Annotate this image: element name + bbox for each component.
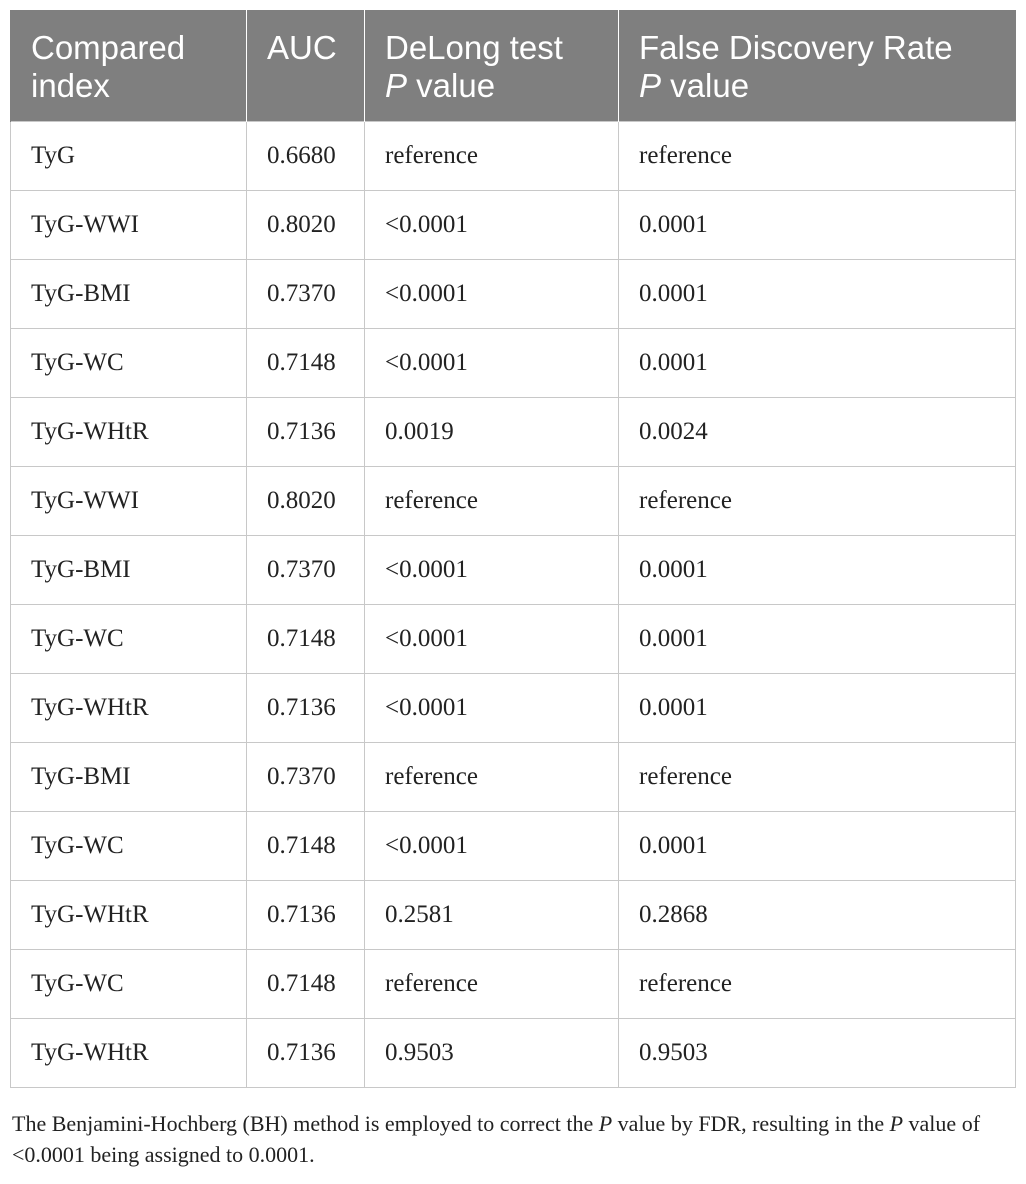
table-row [11, 536, 1016, 605]
header-delong-value-word: value [407, 67, 496, 104]
auc-cell: 0.7148 [247, 812, 365, 881]
auc-cell: 0.8020 [247, 191, 365, 260]
compared-index-cell: TyG-WC [11, 329, 247, 398]
table-row [11, 674, 1016, 743]
auc-cell: 0.7136 [247, 674, 365, 743]
table-row [11, 743, 1016, 812]
header-compared-index-line2: index [31, 67, 110, 104]
header-fdr-p [619, 10, 1016, 122]
fdr-p-cell: 0.0001 [619, 605, 1016, 674]
auc-cell: 0.7370 [247, 536, 365, 605]
table-row [11, 122, 1016, 191]
auc-cell: 0.7370 [247, 260, 365, 329]
header-compared-index-line1: Compared [31, 29, 186, 66]
delong-p-cell: reference [365, 950, 619, 1019]
fdr-p-cell: 0.0001 [619, 674, 1016, 743]
header-compared-index [11, 10, 247, 122]
delong-p-cell: <0.0001 [365, 329, 619, 398]
table-row [11, 881, 1016, 950]
fdr-p-cell: 0.0024 [619, 398, 1016, 467]
delong-p-cell: <0.0001 [365, 674, 619, 743]
delong-p-cell: reference [365, 467, 619, 536]
fdr-p-cell: 0.9503 [619, 1019, 1016, 1088]
fdr-p-cell: 0.0001 [619, 260, 1016, 329]
auc-cell: 0.7148 [247, 950, 365, 1019]
compared-index-cell: TyG-BMI [11, 536, 247, 605]
header-auc [247, 10, 365, 122]
delong-p-cell: 0.9503 [365, 1019, 619, 1088]
delong-p-cell: <0.0001 [365, 812, 619, 881]
header-fdr-p-symbol: P [639, 67, 662, 104]
table-row [11, 260, 1016, 329]
header-auc-label: AUC [267, 29, 337, 66]
auc-comparison-table [10, 10, 1016, 1088]
table-row [11, 812, 1016, 881]
auc-cell: 0.6680 [247, 122, 365, 191]
auc-cell: 0.7148 [247, 329, 365, 398]
footnote-text-1: The Benjamini-Hochberg (BH) method is employed to correct the [12, 1111, 599, 1136]
auc-cell: 0.7148 [247, 605, 365, 674]
comparison-table-container [10, 10, 1015, 1088]
compared-index-cell: TyG-WC [11, 605, 247, 674]
header-fdr-line1: False Discovery Rate [639, 29, 953, 66]
fdr-p-cell: 0.0001 [619, 536, 1016, 605]
auc-cell: 0.7136 [247, 1019, 365, 1088]
compared-index-cell: TyG-WHtR [11, 398, 247, 467]
fdr-p-cell: 0.2868 [619, 881, 1016, 950]
footnote-text-3: value of <0.0001 being assigned to 0.0001. [12, 1111, 981, 1167]
delong-p-cell: <0.0001 [365, 191, 619, 260]
fdr-p-cell: reference [619, 122, 1016, 191]
table-body [11, 122, 1016, 1088]
table-row [11, 329, 1016, 398]
compared-index-cell: TyG [11, 122, 247, 191]
header-delong-p-symbol: P [385, 67, 408, 104]
header-fdr-line2 [639, 67, 996, 105]
delong-p-cell: 0.0019 [365, 398, 619, 467]
table-row [11, 398, 1016, 467]
compared-index-cell: TyG-WWI [11, 191, 247, 260]
compared-index-cell: TyG-WC [11, 812, 247, 881]
footnote-text-2: value by FDR, resulting in the [612, 1111, 890, 1136]
compared-index-cell: TyG-BMI [11, 260, 247, 329]
table-footnote [12, 1108, 1022, 1170]
fdr-p-cell: 0.0001 [619, 329, 1016, 398]
delong-p-cell: 0.2581 [365, 881, 619, 950]
fdr-p-cell: 0.0001 [619, 191, 1016, 260]
header-row [11, 10, 1016, 122]
footnote-p-symbol-2: P [889, 1111, 904, 1136]
compared-index-cell: TyG-BMI [11, 743, 247, 812]
table-row [11, 950, 1016, 1019]
fdr-p-cell: reference [619, 950, 1016, 1019]
delong-p-cell: <0.0001 [365, 260, 619, 329]
footnote-p-symbol-1: P [598, 1111, 613, 1136]
compared-index-cell: TyG-WWI [11, 467, 247, 536]
header-delong-p [365, 10, 619, 122]
compared-index-cell: TyG-WC [11, 950, 247, 1019]
auc-cell: 0.7370 [247, 743, 365, 812]
table-row [11, 191, 1016, 260]
delong-p-cell: reference [365, 743, 619, 812]
header-delong-line2 [385, 67, 598, 105]
delong-p-cell: <0.0001 [365, 536, 619, 605]
table-row [11, 605, 1016, 674]
header-delong-line1: DeLong test [385, 29, 563, 66]
table-row [11, 1019, 1016, 1088]
header-fdr-value-word: value [661, 67, 750, 104]
fdr-p-cell: reference [619, 467, 1016, 536]
fdr-p-cell: 0.0001 [619, 812, 1016, 881]
fdr-p-cell: reference [619, 743, 1016, 812]
auc-cell: 0.7136 [247, 881, 365, 950]
delong-p-cell: <0.0001 [365, 605, 619, 674]
compared-index-cell: TyG-WHtR [11, 1019, 247, 1088]
auc-cell: 0.7136 [247, 398, 365, 467]
delong-p-cell: reference [365, 122, 619, 191]
compared-index-cell: TyG-WHtR [11, 881, 247, 950]
auc-cell: 0.8020 [247, 467, 365, 536]
compared-index-cell: TyG-WHtR [11, 674, 247, 743]
table-header [11, 10, 1016, 122]
table-row [11, 467, 1016, 536]
